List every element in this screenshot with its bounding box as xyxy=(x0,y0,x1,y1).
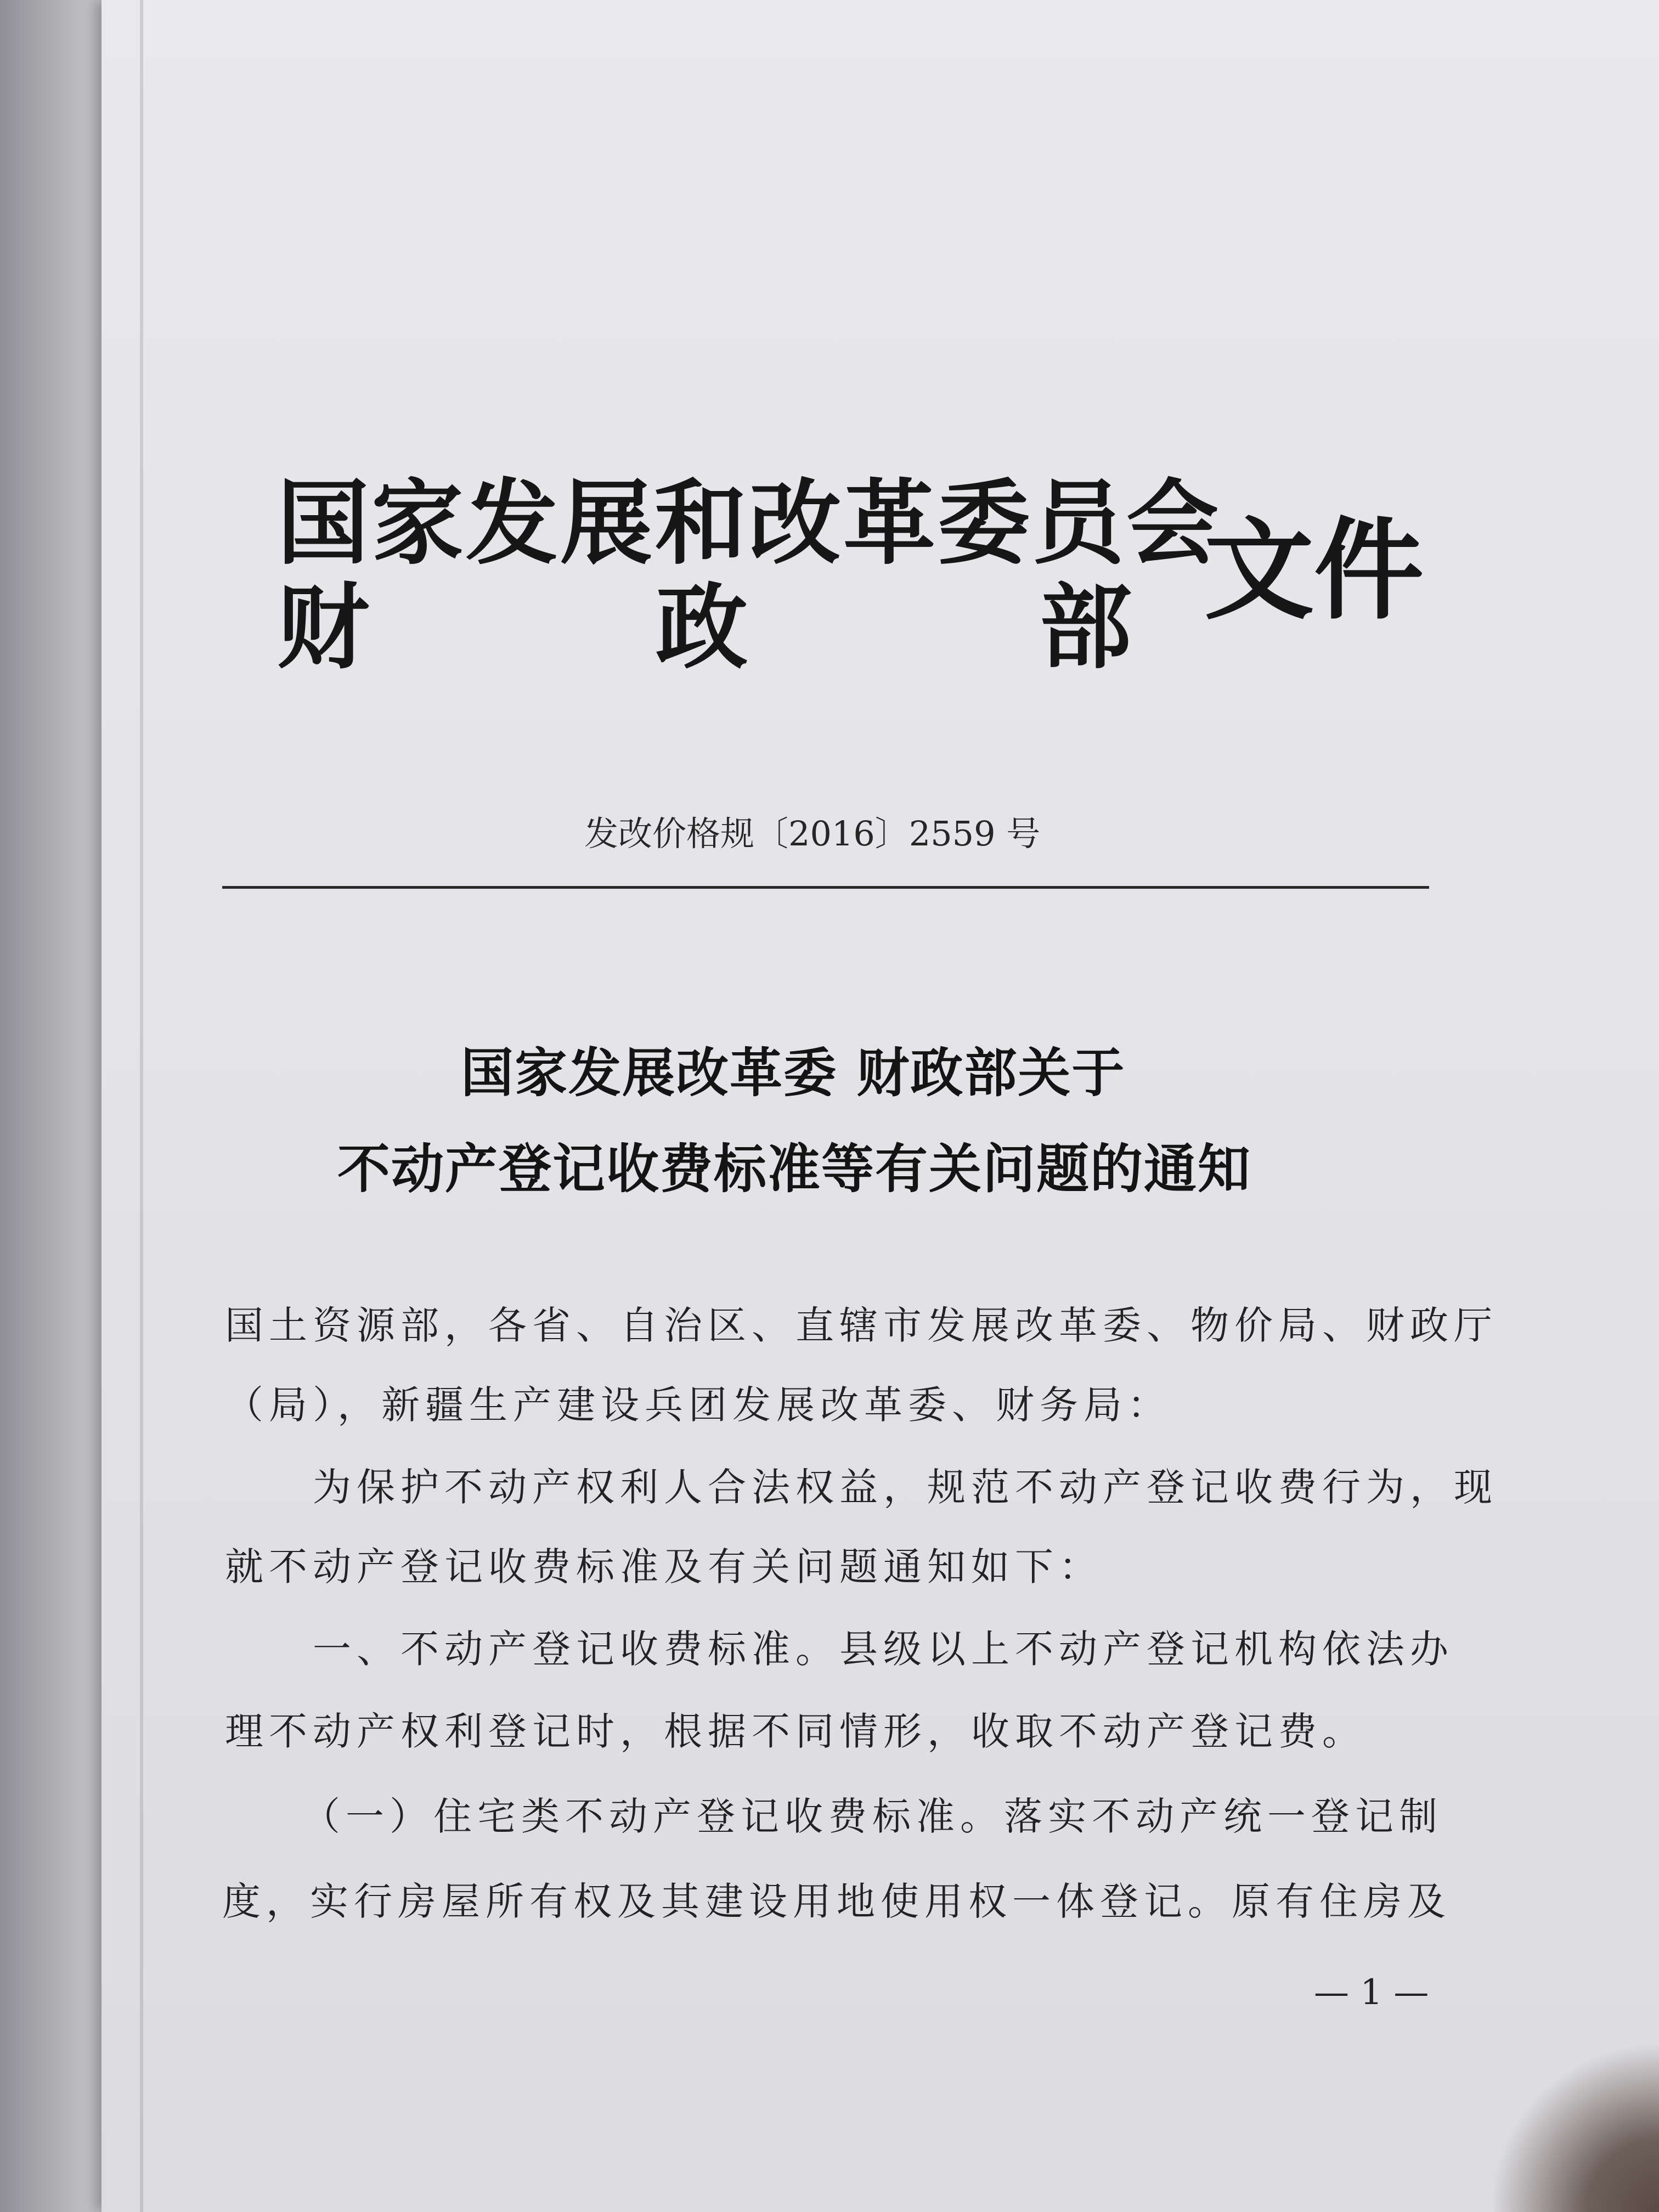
body-line-intro-1: 为保护不动产权利人合法权益，规范不动产登记收费行为，现 xyxy=(313,1465,1498,1510)
body-line-subsection-1b: 度，实行房屋所有权及其建设用地使用权一体登记。原有住房及 xyxy=(222,1879,1451,1924)
header-divider xyxy=(222,886,1429,889)
mof-char-2: 政 xyxy=(656,573,750,681)
document-number: 发改价格规〔2016〕2559 号 xyxy=(584,814,1041,854)
body-line-addressees-1: 国土资源部，各省、自治区、直辖市发展改革委、物价局、财政厅 xyxy=(225,1303,1498,1348)
notice-title-line-1: 国家发展改革委 财政部关于 xyxy=(461,1042,1126,1104)
page-number: — 1 — xyxy=(1314,1972,1429,2013)
body-line-section-1a: 一、不动产登记收费标准。县级以上不动产登记机构依法办 xyxy=(313,1627,1454,1672)
mof-char-1: 财 xyxy=(277,573,371,681)
finger-shadow xyxy=(1494,2036,1659,2212)
document-label: 文件 xyxy=(1204,506,1424,635)
mof-char-3: 部 xyxy=(1040,573,1134,681)
body-line-addressees-2: （局），新疆生产建设兵团发展改革委、财务局： xyxy=(225,1383,1171,1427)
body-line-intro-2: 就不动产登记收费标准及有关问题通知如下： xyxy=(225,1544,1103,1589)
body-line-subsection-1a: （一）住宅类不动产登记收费标准。落实不动产统一登记制 xyxy=(302,1794,1443,1839)
document-page xyxy=(101,0,1659,2212)
issuing-org-ndrc: 国家发展和改革委员会 xyxy=(277,469,1221,577)
body-line-section-1b: 理不动产权利登记时，根据不同情形，收取不动产登记费。 xyxy=(225,1709,1366,1754)
notice-title-line-2: 不动产登记收费标准等有关问题的通知 xyxy=(337,1138,1251,1200)
page-fold xyxy=(140,0,143,2212)
